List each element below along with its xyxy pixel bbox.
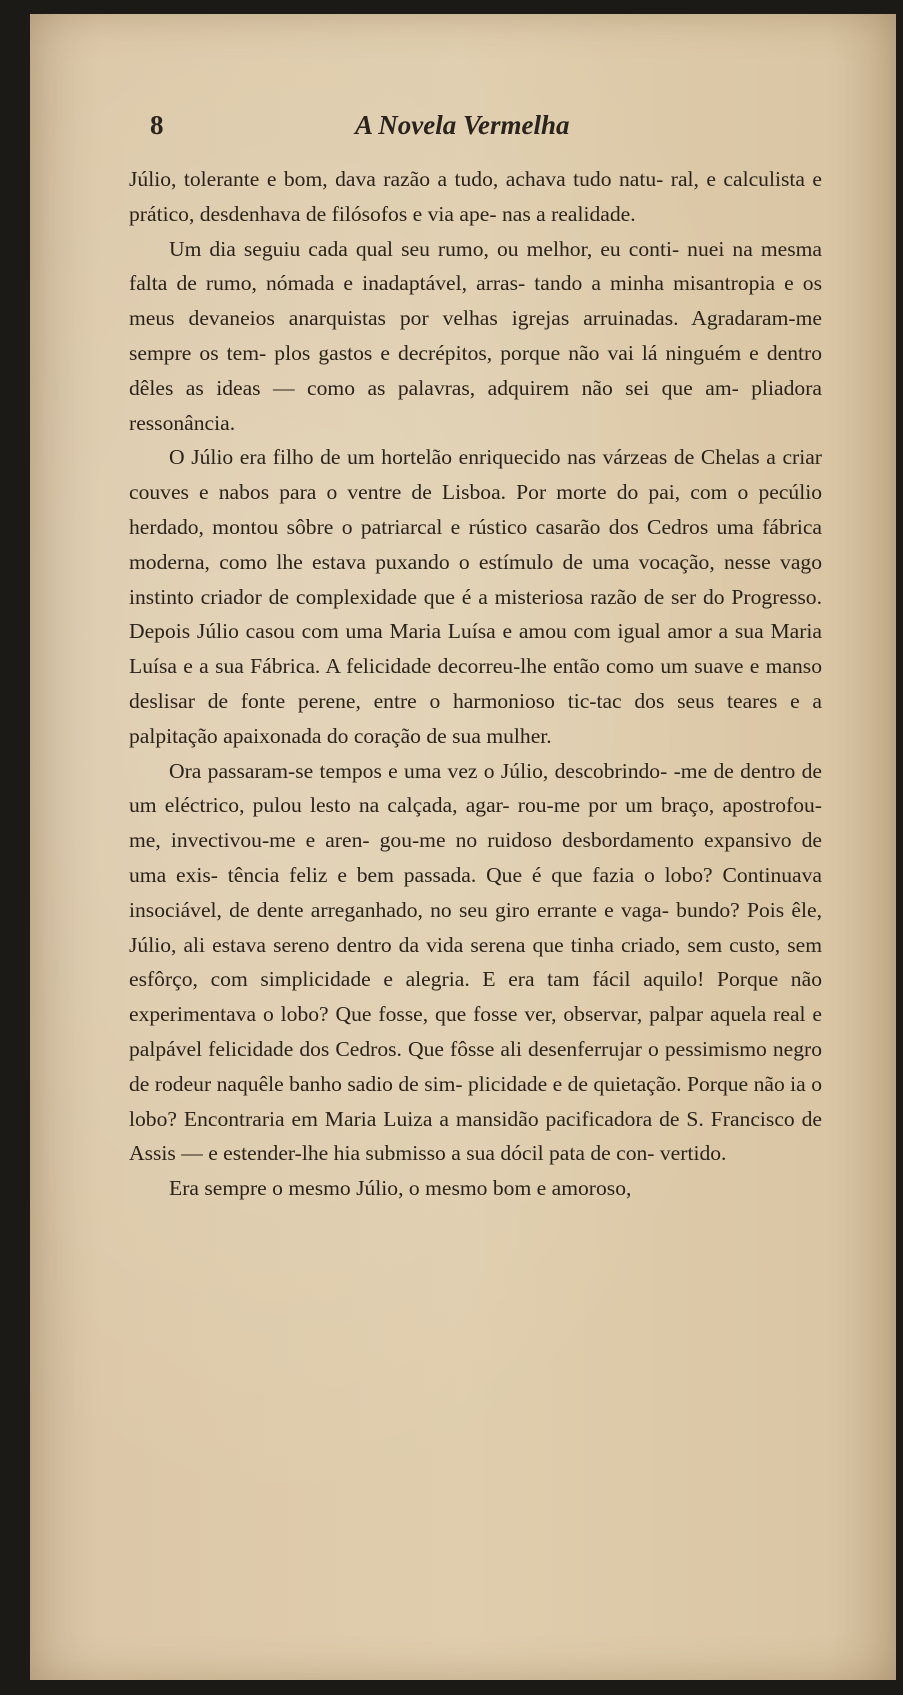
book-page — [30, 14, 896, 1680]
paragraph: Júlio, tolerante e bom, dava razão a tudo, achava tudo natu- ral, e calculista e prático, desdenhava de filósofos e via ape- nas a realidade. — [129, 167, 822, 226]
page-header — [150, 110, 750, 150]
paragraph: O Júlio era filho de um hortelão enriquecido nas várzeas de Chelas a criar couves e nabos para o ventre de Lisboa. Por morte do pai, com o pecúlio herdado, montou sôbre o patriarcal e rústico casarão dos Cedros uma fábrica moderna, como lhe estava puxando o estímulo de uma vocação, nesse vago instinto criador de complexidade que é a misteriosa razão de ser do Progresso. Depois Júlio casou com uma Maria Luísa e amou com igual amor a sua Maria Luísa e a sua Fábrica. A felicidade decorreu-lhe então como um suave e manso deslisar de fonte perene, entre o harmonioso tic-tac dos seus teares e a palpitação apaixonada do coração de sua mulher. — [129, 445, 822, 748]
paragraph: Um dia seguiu cada qual seu rumo, ou melhor, eu conti- nuei na mesma falta de rumo, nómada e inadaptável, arras- tando a minha misantropia e os meus devaneios anarquistas por velhas igrejas arruinadas. Agradaram-me sempre os tem- plos gastos e decrépitos, porque não vai lá ninguém e dentro dêles as ideas — como as palavras, adquirem não sei que am- pliadora ressonância. — [129, 236, 822, 435]
paragraph: Era sempre o mesmo Júlio, o mesmo bom e amoroso, — [169, 1176, 632, 1201]
page-number: 8 — [150, 110, 164, 140]
body-text — [129, 162, 822, 1206]
paragraph: Ora passaram-se tempos e uma vez o Júlio, descobrindo- -me de dentro de um eléctrico, pulou lesto na calçada, agar- rou-me por um braço, apostrofou-me, invectivou-me e aren- gou-me no ruidoso desbordamento expansivo de uma exis- tência feliz e bem passada. Que é que fazia o lobo? Continuava insociável, de dente arreganhado, no seu giro errante e vaga- bundo? Pois êle, Júlio, ali estava sereno dentro da vida serena que tinha criado, sem custo, sem esfôrço, com simplicidade e alegria. E era tam fácil aquilo! Porque não experimentava o lobo? Que fosse, que fosse ver, observar, palpar aquela real e palpável felicidade dos Cedros. Que fôsse ali desenferrujar o pessimismo negro de rodeur naquêle banho sadio de sim- plicidade e de quietação. Porque não ia o lobo? Encontraria em Maria Luiza a mansidão pacificadora de S. Francisco de Assis — e estender-lhe hia submisso a sua dócil pata de con- vertido. — [129, 758, 822, 1166]
running-title: A Novela Vermelha — [355, 110, 570, 140]
